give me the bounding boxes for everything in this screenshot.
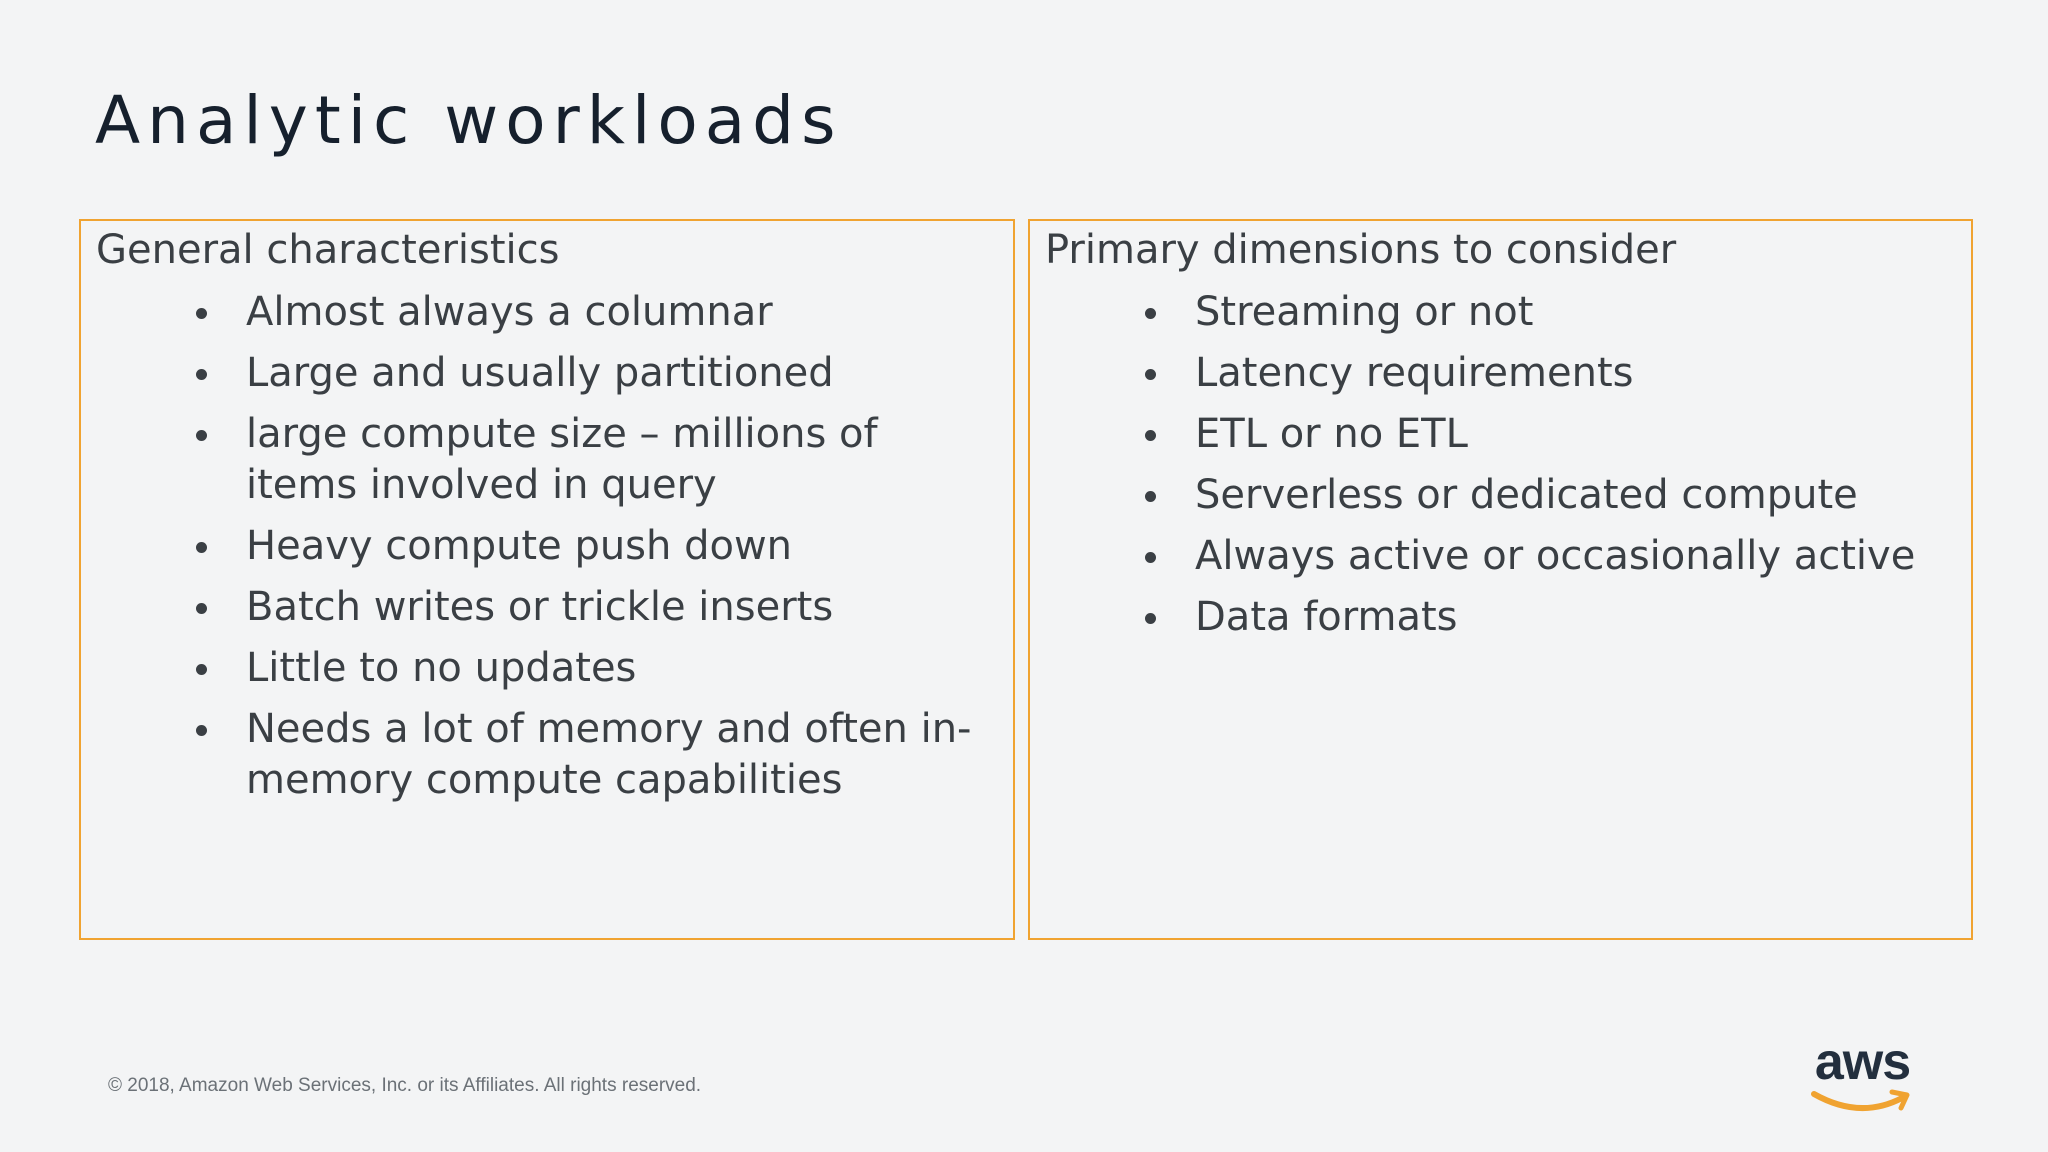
bullet-item bbox=[196, 582, 996, 633]
bullet-text: Latency requirements bbox=[1195, 350, 1634, 396]
bullet-list bbox=[196, 287, 996, 816]
bullet-dot-icon bbox=[196, 664, 207, 675]
bullet-dot-icon bbox=[196, 369, 207, 380]
slide-title: Analytic workloads bbox=[95, 82, 843, 159]
bullet-dot-icon bbox=[1145, 369, 1156, 380]
panel-heading: Primary dimensions to consider bbox=[1045, 227, 1677, 273]
bullet-text: Streaming or not bbox=[1195, 289, 1534, 335]
panel-heading: General characteristics bbox=[96, 227, 560, 273]
bullet-item bbox=[196, 643, 996, 694]
bullet-dot-icon bbox=[1145, 491, 1156, 502]
bullet-dot-icon bbox=[196, 542, 207, 553]
bullet-text: Serverless or dedicated compute bbox=[1195, 472, 1858, 518]
bullet-item bbox=[1145, 592, 1965, 643]
bullet-dot-icon bbox=[196, 725, 207, 736]
general-characteristics-panel bbox=[79, 219, 1015, 940]
bullet-text: ETL or no ETL bbox=[1195, 411, 1468, 457]
bullet-item bbox=[1145, 409, 1965, 460]
bullet-text: Heavy compute push down bbox=[246, 523, 793, 569]
bullet-item bbox=[1145, 348, 1965, 399]
bullet-dot-icon bbox=[1145, 552, 1156, 563]
primary-dimensions-panel bbox=[1028, 219, 1973, 940]
bullet-text: large compute size – millions of items involved in query bbox=[246, 411, 878, 508]
bullet-item bbox=[196, 704, 996, 806]
bullet-dot-icon bbox=[1145, 430, 1156, 441]
copyright-notice: © 2018, Amazon Web Services, Inc. or its Affiliates. All rights reserved. bbox=[108, 1075, 702, 1096]
bullet-text: Batch writes or trickle inserts bbox=[246, 584, 834, 630]
aws-logo-text: aws bbox=[1814, 1033, 1911, 1091]
bullet-list bbox=[1145, 287, 1965, 653]
bullet-dot-icon bbox=[196, 308, 207, 319]
bullet-item bbox=[196, 409, 996, 511]
bullet-item bbox=[1145, 470, 1965, 521]
bullet-text: Always active or occasionally active bbox=[1195, 533, 1916, 579]
bullet-text: Needs a lot of memory and often in-memory compute capabilities bbox=[246, 706, 972, 803]
bullet-dot-icon bbox=[1145, 613, 1156, 624]
bullet-text: Almost always a columnar bbox=[246, 289, 773, 335]
bullet-dot-icon bbox=[1145, 308, 1156, 319]
bullet-item bbox=[196, 287, 996, 338]
bullet-item bbox=[196, 348, 996, 399]
aws-smile-icon bbox=[1810, 1086, 1915, 1116]
bullet-text: Large and usually partitioned bbox=[246, 350, 834, 396]
bullet-text: Data formats bbox=[1195, 594, 1458, 640]
bullet-item bbox=[1145, 531, 1965, 582]
bullet-dot-icon bbox=[196, 430, 207, 441]
aws-logo bbox=[1810, 1033, 1915, 1116]
bullet-text: Little to no updates bbox=[246, 645, 637, 691]
bullet-item bbox=[196, 521, 996, 572]
bullet-dot-icon bbox=[196, 603, 207, 614]
bullet-item bbox=[1145, 287, 1965, 338]
